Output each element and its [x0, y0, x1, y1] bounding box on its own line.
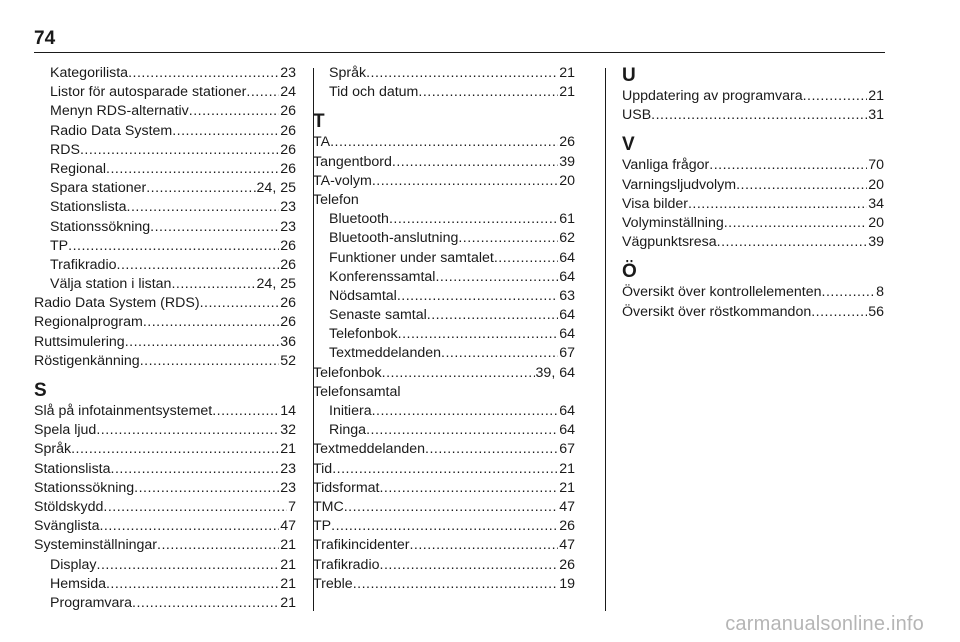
index-entry: [34, 421, 296, 440]
index-entry: [313, 536, 575, 555]
section-letter: V: [622, 134, 635, 156]
page-reference: 21: [280, 556, 296, 573]
index-subentry: [313, 402, 575, 421]
index-entry: [313, 556, 575, 575]
dot-leader: [106, 575, 279, 594]
index-subentry: [34, 102, 296, 121]
index-subentry: [34, 198, 296, 217]
page-reference: 20: [868, 214, 884, 231]
page-reference: 39: [868, 234, 884, 251]
dot-leader: [331, 517, 558, 536]
dot-leader: [822, 283, 876, 302]
page-reference: 56: [868, 303, 884, 320]
entry-label: Visa bilder: [622, 195, 688, 212]
entry-label: TP: [313, 518, 332, 535]
page-reference: 26: [280, 122, 296, 139]
index-subentry: [313, 229, 575, 248]
index-entry: [34, 440, 296, 459]
page-reference: 64: [559, 326, 575, 343]
page-reference: 26: [280, 314, 296, 331]
dot-leader: [397, 287, 558, 306]
entry-label: Översikt över röstkommandon: [622, 303, 812, 320]
entry-label: Bluetooth: [329, 211, 389, 228]
index-subentry: [34, 141, 296, 160]
index-entry: [34, 517, 296, 536]
entry-label: Stationssökning: [50, 218, 151, 235]
index-entry: [34, 536, 296, 555]
page-reference: 14: [280, 403, 296, 419]
entry-label: Ringa: [329, 422, 367, 439]
dot-leader: [379, 479, 558, 498]
index-entry: [622, 156, 884, 175]
dot-leader: [458, 229, 558, 248]
index-subentry: [313, 344, 575, 363]
entry-label: Display: [50, 556, 97, 573]
page-reference: 26: [280, 237, 296, 254]
header-rule: [34, 52, 885, 53]
entry-label: Textmeddelanden: [329, 345, 442, 362]
dot-leader: [111, 460, 280, 479]
entry-label: Systeminställningar: [34, 537, 158, 554]
dot-leader: [724, 214, 867, 233]
entry-label: Telefonbok: [329, 326, 398, 343]
page-reference: 21: [280, 594, 296, 611]
page-reference: 19: [559, 575, 575, 592]
entry-label: Svänglista: [34, 518, 100, 535]
page-reference: 64: [559, 422, 575, 439]
index-entry: [313, 498, 575, 517]
entry-label: Trafikradio: [50, 256, 117, 273]
page-reference: 39, 64: [535, 364, 575, 381]
dot-leader: [157, 536, 279, 555]
dot-leader: [811, 303, 867, 322]
index-entry: [34, 294, 296, 313]
page-reference: 63: [559, 287, 575, 304]
entry-label: Spara stationer: [50, 180, 147, 197]
dot-leader: [171, 275, 255, 294]
index-column-1: [34, 64, 296, 613]
dot-leader: [688, 195, 867, 214]
index-entry: [622, 303, 884, 322]
page-reference: 26: [559, 518, 575, 535]
index-entry: [34, 313, 296, 332]
page-reference: 67: [559, 345, 575, 362]
entry-label: Tidsformat: [313, 479, 380, 496]
entry-label: Välja station i listan: [50, 276, 172, 293]
entry-label: Treble: [313, 575, 353, 592]
index-subentry: [34, 594, 296, 613]
dot-leader: [140, 352, 280, 371]
page-reference: 34: [868, 195, 884, 212]
dot-leader: [366, 421, 558, 440]
entry-label: Stationslista: [34, 460, 111, 477]
entry-label: Hemsida: [50, 575, 106, 592]
dot-leader: [71, 440, 279, 459]
index-subentry: [313, 325, 575, 344]
index-entry: [313, 153, 575, 172]
dot-leader: [427, 306, 558, 325]
page-reference: 7: [288, 498, 296, 515]
entry-label: Språk: [329, 65, 367, 81]
entry-label: Kategorilista: [50, 65, 129, 81]
dot-leader: [200, 294, 280, 313]
index-entry: [34, 333, 296, 352]
entry-label: Ruttsimulering: [34, 333, 125, 350]
entry-label: Programvara: [50, 594, 133, 611]
index-subentry: [313, 268, 575, 287]
entry-label: Telefonsamtal: [313, 383, 401, 400]
entry-label: Telefonbok: [313, 364, 382, 381]
index-column-2: [313, 64, 575, 594]
section-letter: S: [34, 380, 47, 401]
dot-leader: [380, 556, 559, 575]
page-reference: 21: [280, 537, 296, 554]
dot-leader: [172, 122, 279, 141]
page-reference: 26: [280, 141, 296, 158]
section-letter: U: [622, 65, 636, 86]
entry-label: Bluetooth-anslutning: [329, 230, 459, 247]
page-reference: 32: [280, 422, 296, 439]
dot-leader: [344, 498, 558, 517]
index-entry: [313, 517, 575, 536]
index-entry: [313, 479, 575, 498]
dot-leader: [803, 87, 868, 106]
index-subentry: [34, 179, 296, 198]
entry-label: Tangentbord: [313, 153, 392, 170]
entry-label: Regional: [50, 160, 107, 177]
section-letter: T: [313, 111, 325, 133]
index-subentry: [34, 218, 296, 237]
column-divider-2: [605, 68, 606, 611]
index-entry: [622, 106, 884, 125]
index-subentry: [34, 575, 296, 594]
index-column-3: [622, 64, 884, 322]
index-subentry: [313, 83, 575, 102]
dot-leader: [117, 256, 280, 275]
page-reference: 20: [559, 172, 575, 189]
dot-leader: [372, 402, 559, 421]
page-reference: 24, 25: [256, 276, 296, 293]
entry-label: Menyn RDS-alternativ: [50, 103, 189, 120]
dot-leader: [435, 268, 558, 287]
page-reference: 70: [868, 157, 884, 174]
entry-label: Regionalprogram: [34, 314, 143, 331]
dot-leader: [717, 233, 868, 252]
entry-label: Vägpunktsresa: [622, 234, 717, 251]
page-reference: 62: [559, 230, 575, 247]
dot-leader: [106, 160, 279, 179]
entry-label: Senaste samtal: [329, 307, 427, 324]
index-entry: [34, 498, 296, 517]
page-reference: 67: [559, 441, 575, 458]
index-entry: [622, 87, 884, 106]
entry-label: RDS: [50, 141, 80, 158]
entry-label: TMC: [313, 498, 344, 515]
entry-label: Funktioner under samtalet: [329, 249, 494, 266]
entry-label: USB: [622, 107, 652, 124]
page-reference: 20: [868, 176, 884, 193]
page-reference: 47: [559, 498, 575, 515]
page-reference: 47: [280, 518, 296, 535]
index-entry: [313, 133, 575, 152]
index-entry: [622, 195, 884, 214]
index-subentry: [34, 275, 296, 294]
index-entry: [34, 352, 296, 371]
index-entry: [313, 440, 575, 459]
entry-label: Textmeddelanden: [313, 441, 426, 458]
page-reference: 21: [280, 575, 296, 592]
dot-leader: [132, 594, 279, 613]
dot-leader: [212, 402, 279, 421]
dot-leader: [99, 517, 279, 536]
dot-leader: [125, 333, 280, 352]
page-reference: 24: [280, 84, 296, 101]
index-subentry: [313, 306, 575, 325]
dot-leader: [736, 176, 867, 195]
index-subentry: [34, 122, 296, 141]
page-reference: 26: [559, 556, 575, 573]
entry-label: Listor för autosparade stationer: [50, 84, 247, 101]
page-reference: 31: [868, 107, 884, 124]
index-entry: [313, 460, 575, 479]
dot-leader: [68, 237, 279, 256]
page-reference: 47: [559, 537, 575, 554]
entry-label: Varningsljudvolym: [622, 176, 737, 193]
dot-leader: [398, 325, 559, 344]
dot-leader: [409, 536, 558, 555]
page-reference: 36: [280, 333, 296, 350]
page-number: 74: [34, 28, 56, 49]
page-reference: 26: [280, 160, 296, 177]
dot-leader: [246, 83, 279, 102]
index-subentry: [313, 210, 575, 229]
page-reference: 21: [559, 460, 575, 477]
entry-label: Trafikincidenter: [313, 537, 410, 554]
entry-label: TP: [50, 237, 69, 254]
entry-label: Vanliga frågor: [622, 157, 710, 174]
entry-label: Telefon: [313, 191, 359, 208]
page-reference: 21: [559, 65, 575, 81]
entry-label: Slå på infotainmentsystemet: [34, 403, 213, 419]
page-reference: 26: [280, 103, 296, 120]
entry-label: TA-volym: [313, 172, 372, 189]
index-entry: [313, 364, 575, 383]
page-reference: 26: [280, 256, 296, 273]
dot-leader: [372, 172, 558, 191]
page-reference: 24, 25: [256, 180, 296, 197]
entry-label: TA: [313, 134, 331, 151]
entry-label: Initiera: [329, 403, 372, 419]
dot-leader: [134, 479, 279, 498]
dot-leader: [494, 249, 558, 268]
page-reference: 23: [280, 65, 296, 81]
index-subentry: [313, 249, 575, 268]
index-entry: [34, 402, 296, 421]
entry-label: Radio Data System (RDS): [34, 295, 200, 312]
entry-label: Tid och datum: [329, 84, 419, 101]
entry-label: Radio Data System: [50, 122, 173, 139]
page-reference: 8: [876, 284, 884, 301]
index-entry: [34, 460, 296, 479]
dot-leader: [143, 313, 279, 332]
dot-leader: [189, 102, 279, 121]
page-reference: 39: [559, 153, 575, 170]
page-reference: 64: [559, 307, 575, 324]
page-reference: 26: [280, 295, 296, 312]
index-entry: [622, 283, 884, 302]
index-subentry: [34, 256, 296, 275]
index-subentry: [313, 421, 575, 440]
page-reference: 23: [280, 479, 296, 496]
dot-leader: [330, 133, 558, 152]
dot-leader: [127, 198, 280, 217]
dot-leader: [389, 210, 558, 229]
index-entry: [622, 176, 884, 195]
dot-leader: [332, 460, 558, 479]
index-subentry: [313, 287, 575, 306]
dot-leader: [366, 64, 558, 83]
page-reference: 21: [280, 441, 296, 458]
dot-leader: [150, 218, 279, 237]
dot-leader: [382, 364, 535, 383]
index-entry: [313, 575, 575, 594]
dot-leader: [353, 575, 559, 594]
index-entry: [622, 214, 884, 233]
watermark: carmanualsonline.info: [725, 613, 924, 635]
section-letter: Ö: [622, 261, 637, 283]
page-reference: 64: [559, 403, 575, 419]
entry-label: Språk: [34, 441, 72, 458]
index-heading: [313, 383, 575, 402]
dot-leader: [651, 106, 867, 125]
index-subentry: [34, 64, 296, 83]
entry-label: Spela ljud: [34, 422, 97, 439]
dot-leader: [128, 64, 279, 83]
index-subentry: [34, 83, 296, 102]
page-reference: 52: [280, 352, 296, 369]
dot-leader: [418, 83, 558, 102]
dot-leader: [146, 179, 255, 198]
entry-label: Konferenssamtal: [329, 268, 436, 285]
entry-label: Nödsamtal: [329, 287, 397, 304]
dot-leader: [441, 344, 558, 363]
dot-leader: [392, 153, 558, 172]
dot-leader: [97, 556, 280, 575]
index-subentry: [34, 237, 296, 256]
entry-label: Översikt över kontrollelementen: [622, 284, 822, 301]
index-subentry: [313, 64, 575, 83]
page-reference: 21: [868, 88, 884, 104]
index-subentry: [34, 556, 296, 575]
dot-leader: [709, 156, 867, 175]
index-entry: [622, 233, 884, 252]
entry-label: Stationslista: [50, 199, 127, 216]
page-reference: 23: [280, 460, 296, 477]
entry-label: Röstigenkänning: [34, 352, 140, 369]
dot-leader: [80, 141, 279, 160]
page-reference: 64: [559, 268, 575, 285]
index-heading: [313, 191, 575, 210]
entry-label: Uppdatering av programvara: [622, 88, 803, 104]
dot-leader: [425, 440, 558, 459]
index-entry: [313, 172, 575, 191]
dot-leader: [103, 498, 287, 517]
page-reference: 61: [559, 211, 575, 228]
page-reference: 26: [559, 134, 575, 151]
page-reference: 64: [559, 249, 575, 266]
page-reference: 23: [280, 218, 296, 235]
entry-label: Volyminställning: [622, 214, 724, 231]
entry-label: Trafikradio: [313, 556, 380, 573]
entry-label: Tid: [313, 460, 333, 477]
page-reference: 21: [559, 84, 575, 101]
entry-label: Stationssökning: [34, 479, 135, 496]
entry-label: Stöldskydd: [34, 498, 104, 515]
page-reference: 21: [559, 479, 575, 496]
page-reference: 23: [280, 199, 296, 216]
dot-leader: [96, 421, 279, 440]
index-entry: [34, 479, 296, 498]
index-subentry: [34, 160, 296, 179]
